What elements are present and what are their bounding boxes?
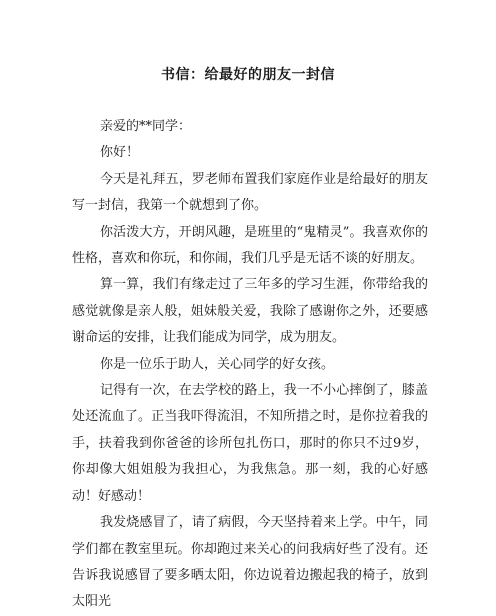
paragraph: 算一算，我们有缘走过了三年多的学习生涯，你带给我的感觉就像是亲人般，姐妹般关爱，我除了感谢你之外，还要感谢命运的安排，让我们能成为同学，成为朋友。 [72,277,428,346]
paragraph: 今天是礼拜五，罗老师布置我们家庭作业是给最好的朋友写一封信，我第一个就想到了你。 [72,171,428,214]
greeting: 你好！ [100,145,140,161]
paragraph: 记得有一次，在去学校的路上，我一不小心摔倒了，膝盖处还流血了。正当我吓得流泪，不知所措之时，是你拉着我的手，扶着我到你爸爸的诊所包扎伤口，那时的你只不过9岁，你却像大姐姐般为我担心，为我焦急。那一刻，我的心好感动！好感动！ [72,383,428,504]
salutation: 亲爱的**同学： [100,119,192,134]
letter-title: 书信：给最好的朋友一封信 [161,67,335,83]
letter-body [72,114,428,616]
paragraph: 你活泼大方，开朗风趣，是班里的“鬼精灵”。我喜欢你的性格，喜欢和你玩，和你闹，我们几乎是无话不谈的好朋友。 [72,224,428,267]
paragraph: 你是一位乐于助人，关心同学的好女孩。 [100,356,335,372]
paragraph: 我发烧感冒了，请了病假，今天坚持着来上学。中午，同学们都在教室里玩。你却跑过来关心的问我病好些了没有。还告诉我说感冒了要多晒太阳，你边说着边搬起我的椅子，放到太阳光 [72,515,428,610]
